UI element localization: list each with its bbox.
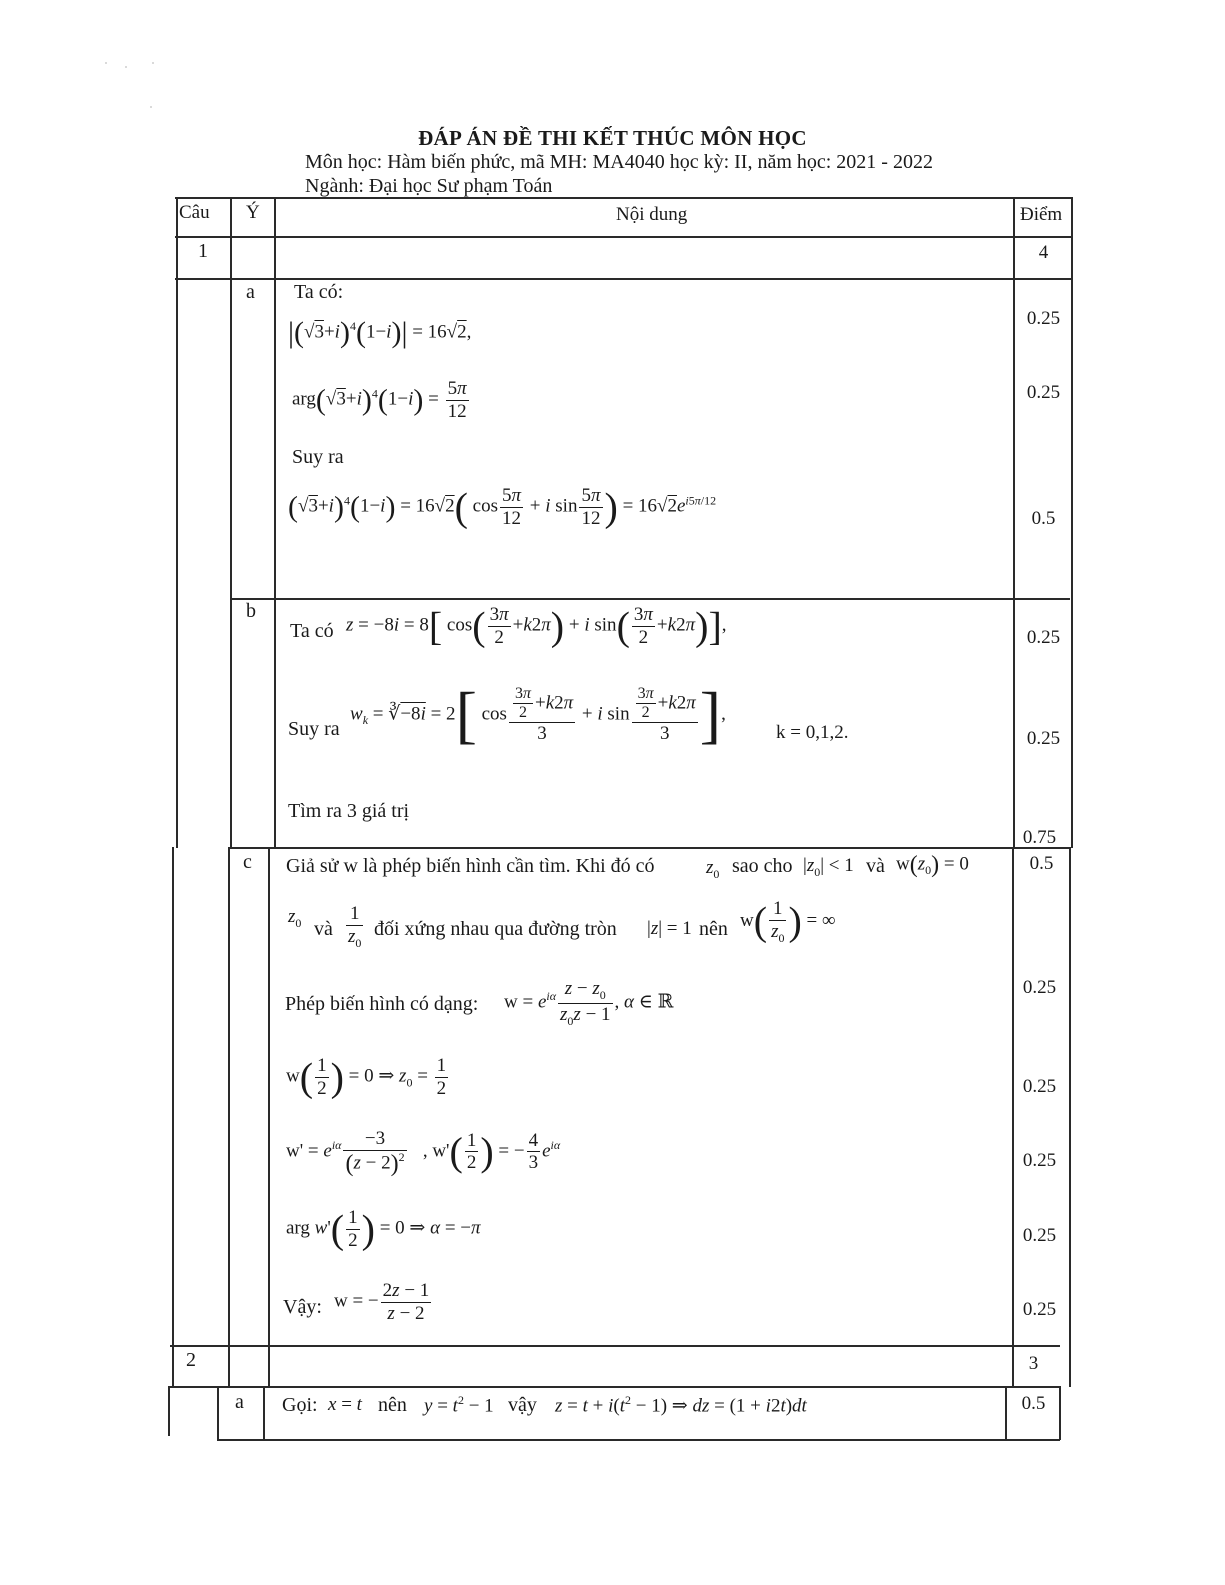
formula-1c-w-half: w( $\frac{1}{2}$ ) = 0 ⇒ $z_0$ = $\frac{1}{2}$ <box>286 1054 447 1100</box>
question-number-2: 2 <box>186 1349 196 1371</box>
text-1c-line2a: và <box>314 918 333 940</box>
formula-1a-argument: $arg(√3+i)^4(1-i)$ = $\frac{5\pi}{12}$ <box>292 378 467 422</box>
score-1c-4: 0.25 <box>1022 1150 1057 1171</box>
table-rule <box>175 236 1072 238</box>
subtitle-major: Ngành: Đại học Sư phạm Toán <box>305 175 553 197</box>
formula-1c-answer: w = − $\frac{2z - 1}{z - 2}$ <box>334 1280 430 1324</box>
score-1b-2: 0.25 <box>1026 728 1061 749</box>
formula-1a-modulus: $|(√3+i)^4(1-i)| = 16√2$, <box>288 316 472 349</box>
score-1c-5: 0.25 <box>1022 1225 1057 1246</box>
formula-1b-roots: $w_k$ = ∛−8i = 2[ cos $\frac{3\pi}{2}$ +k2π 3 + i sin $\frac{3\pi}{2}$ +k2π 3 ], <box>350 679 726 750</box>
table-rule <box>168 1386 170 1436</box>
formula-1c-form: $w = e^{i\alpha}$ $\frac{z - z_0}{\overline{z}_0z - 1}$ , α ∈ ℝ <box>504 978 674 1028</box>
scan-speck <box>152 62 154 64</box>
score-1a-3: 0.5 <box>1031 508 1056 529</box>
score-1c-6: 0.25 <box>1022 1299 1057 1320</box>
table-rule <box>274 197 276 848</box>
table-rule <box>228 847 1070 849</box>
text-1c-line2c: nên <box>699 918 728 940</box>
formula-1c-abs: $|z_0| < 1$ <box>803 855 854 879</box>
table-rule <box>1071 197 1073 848</box>
table-rule <box>170 1345 1060 1347</box>
text-1b-ta-co: Ta có <box>290 620 334 642</box>
formula-1c-circle: |z| = 1 <box>647 918 692 939</box>
header-noi-dung: Nội dung <box>616 204 688 225</box>
formula-1c-winf: w( $\frac{1}{\overline{z}_0}$ ) = ∞ <box>740 898 836 945</box>
table-rule <box>217 1386 219 1440</box>
score-1a-1: 0.25 <box>1026 308 1061 329</box>
table-rule <box>230 197 232 848</box>
formula-1a-result: $(√3+i)^4(1-i) = 16√2$( cos $\frac{5\pi}{12}$ + i sin $\frac{5\pi}{12}$ ) = $16√2e^{i5\pi/12}$ <box>288 484 717 530</box>
text-1c-vay: Vậy: <box>283 1296 322 1318</box>
formula-2a-y: $y = t^2 - 1$ <box>424 1393 494 1417</box>
symbol-z0: $z_0$ <box>706 857 720 881</box>
text-1c-line1a: Giả sử w là phép biến hình cần tìm. Khi đó có <box>286 855 655 877</box>
table-rule <box>217 1439 1060 1441</box>
part-label-1a: a <box>246 281 255 303</box>
part-label-2a: a <box>235 1391 244 1413</box>
text-2a-nen: nên <box>378 1394 407 1416</box>
table-rule <box>268 847 270 1387</box>
formula-1c-inverse: $\frac{1}{\overline{z}_0}$ <box>348 903 362 950</box>
header-y: Ý <box>246 202 260 223</box>
table-rule <box>176 197 178 279</box>
header-cau: Câu <box>179 202 210 223</box>
formula-1c-derivative: $w' = e^{i\alpha}$ $\frac{-3}{(z - 2)^2}$ , w'( $\frac{1}{2}$ ) = − $\frac{4}{3}$ $e^{i\alpha}$ <box>286 1128 561 1177</box>
text-1c-line2b: đối xứng nhau qua đường tròn <box>374 918 617 940</box>
text-1b-k-values: k = 0,1,2. <box>776 722 849 743</box>
table-rule <box>1013 197 1015 848</box>
question-2-score: 3 <box>1028 1353 1039 1374</box>
table-rule <box>172 847 174 1387</box>
text-1b-tim-ra: Tìm ra 3 giá trị <box>288 800 410 822</box>
question-number-1: 1 <box>198 240 208 262</box>
text-1c-line1b: sao cho <box>732 855 793 877</box>
score-1b-3: 0.75 <box>1022 827 1057 848</box>
formula-1b-polar: z = −8i = 8[ cos( $\frac{3\pi}{2}$ +k2π) + i sin( $\frac{3\pi}{2}$ +k2π)], <box>346 603 727 649</box>
text-1a-ta-co: Ta có: <box>294 281 344 303</box>
scan-speck <box>105 62 107 64</box>
score-1a-2: 0.25 <box>1026 382 1061 403</box>
question-1-score: 4 <box>1038 242 1049 263</box>
score-1c-3: 0.25 <box>1022 1076 1057 1097</box>
formula-1c-arg: arg w'( $\frac{1}{2}$ ) = 0 ⇒ α = −π <box>286 1206 481 1252</box>
score-2a: 0.5 <box>1021 1393 1046 1414</box>
table-rule <box>1069 847 1071 1387</box>
text-2a-vay: vậy <box>508 1394 537 1416</box>
text-1a-suy-ra: Suy ra <box>292 446 344 468</box>
formula-1c-wz0: $w(z_0) = 0$ <box>896 852 969 878</box>
part-label-1c: c <box>243 851 252 873</box>
score-1c-2: 0.25 <box>1022 977 1057 998</box>
table-rule <box>168 1386 1060 1388</box>
scan-speck <box>150 106 152 108</box>
header-diem: Điểm <box>1020 204 1063 225</box>
scan-speck <box>125 66 127 68</box>
table-rule <box>176 278 178 848</box>
table-rule <box>175 278 1072 280</box>
formula-2a-z: $z = t + i(t^2 - 1)$ ⇒ dz = (1 + i2t)dt <box>555 1393 807 1417</box>
text-2a-goi: Gọi: <box>282 1394 318 1416</box>
score-1b-1: 0.25 <box>1026 627 1061 648</box>
text-1b-suy-ra: Suy ra <box>288 718 340 740</box>
table-rule <box>228 847 230 1387</box>
score-1c-1: 0.5 <box>1029 853 1054 874</box>
formula-2a-x: x = t <box>328 1394 362 1415</box>
table-rule <box>263 1386 265 1440</box>
table-rule <box>175 197 1072 199</box>
text-1c-line1c: và <box>866 855 885 877</box>
table-rule <box>230 598 1070 600</box>
document-title: ĐÁP ÁN ĐỀ THI KẾT THÚC MÔN HỌC <box>418 126 807 150</box>
text-1c-line3: Phép biến hình có dạng: <box>285 993 479 1015</box>
part-label-1b: b <box>246 600 256 622</box>
subtitle-course: Môn học: Hàm biến phức, mã MH: MA4040 học kỳ: II, năm học: 2021 - 2022 <box>305 151 933 173</box>
symbol-z0-line2: $z_0$ <box>288 906 302 930</box>
